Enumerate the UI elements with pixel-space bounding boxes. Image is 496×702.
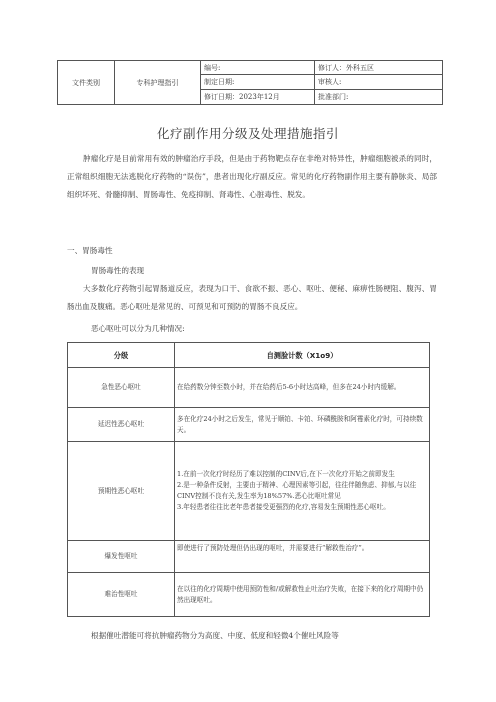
nausea-vomiting-table: [67, 342, 430, 617]
table-row: [68, 541, 430, 573]
revision-date-label: 修订日期：2023年12月: [201, 90, 315, 105]
table-row: [68, 573, 430, 617]
doc-category-value: 专科护理指引: [115, 61, 201, 105]
column-header-description: 自测脸计数（X1o9）: [175, 343, 430, 368]
table-cell-category: 延迟性恶心呕吐: [68, 408, 175, 442]
table-cell-description: 在给药数分钟至数小时，并在给药后5-6小时达高峰，但多在24小时内缓解。: [175, 368, 430, 408]
number-label: 编号:: [201, 61, 315, 75]
intro-paragraph: 肿瘤化疗是目前常用有效的肿瘤治疗手段，但是由于药物靶点存在非绝对特异性，肿瘤细胞被杀的同时，正常组织细胞无法逃脱化疗药物的“误伤”，患者出现化疗副反应。常见的化疗药物副作用主要有静脉炎、局部组织坏死、骨髓抑制、胃肠毒性、免疫抑制、肾毒性、心脏毒性、脱发。: [67, 154, 437, 199]
table-intro-text: 恶心呕吐可以分为几种情况:: [91, 324, 185, 333]
section-subheading: 胃肠毒性的表现: [91, 266, 145, 275]
page-title: 化疗副作用分级及处理措施指引: [156, 126, 339, 141]
table-row: [68, 442, 430, 541]
formulated-date-label: 制定日期:: [201, 75, 315, 90]
table-cell-category: 爆发性呕吐: [68, 541, 175, 573]
reviewer-label: 审核人:: [315, 75, 443, 90]
column-header-grade: 分级: [68, 343, 175, 368]
table-cell-category: 预期性恶心呕吐: [68, 442, 175, 541]
table-cell-description: 即使进行了预防处理但仍出现的呕吐，并需要进行“解救性治疗”。: [175, 541, 430, 573]
table-cell-description: 在以往的化疗周期中使用预防性和/或解救性止吐治疗失败，在接下来的化疗周期中仍然出现呕吐。: [175, 573, 430, 617]
section-heading-gastrointestinal: 一、胃肠毒性: [67, 246, 113, 255]
table-cell-category: 急性恶心呕吐: [68, 368, 175, 408]
table-cell-category: 难治性呕吐: [68, 573, 175, 617]
footer-paragraph: 根据催吐潜能可将抗肿瘤药物分为高度、中度、低度和轻微4个催吐风险等: [91, 631, 339, 640]
section-body-paragraph: 大多数化疗药物引起胃肠道反应，表现为口干、食欲不振、恶心、呕吐、便秘、麻痹性肠梗阻、腹泻、胃肠出血及腹痛。恶心呕吐是常见的、可预见和可预防的胃肠不良反应。: [67, 284, 437, 311]
document-header-table: [57, 60, 443, 105]
table-row: [68, 368, 430, 408]
table-header-row: [68, 343, 430, 368]
revised-by-label: 修订人：外科五区: [315, 61, 443, 75]
doc-category-label: 文件类别: [58, 61, 115, 105]
table-cell-description: 1.在前一次化疗时经历了难以控制的CINV后,在下一次化疗开始之前即发生 2.是一种条件反射，主要由于精神、心理因素等引起，往往伴随焦虑、抑郁,与以往CINV控制不良有关,发生率为18%57%.恶心比呕吐常见 3.年轻患者往往比老年患者接受更强烈的化疗,容易发生预期性恶心呕吐。: [175, 442, 430, 541]
table-cell-description: 多在化疗24小时之后发生，常见于顺铂、卡铂、环磷酰胺和阿霉素化疗时，可持续数天。: [175, 408, 430, 442]
approval-dept-label: 批准部门:: [315, 90, 443, 105]
table-row: [68, 408, 430, 442]
